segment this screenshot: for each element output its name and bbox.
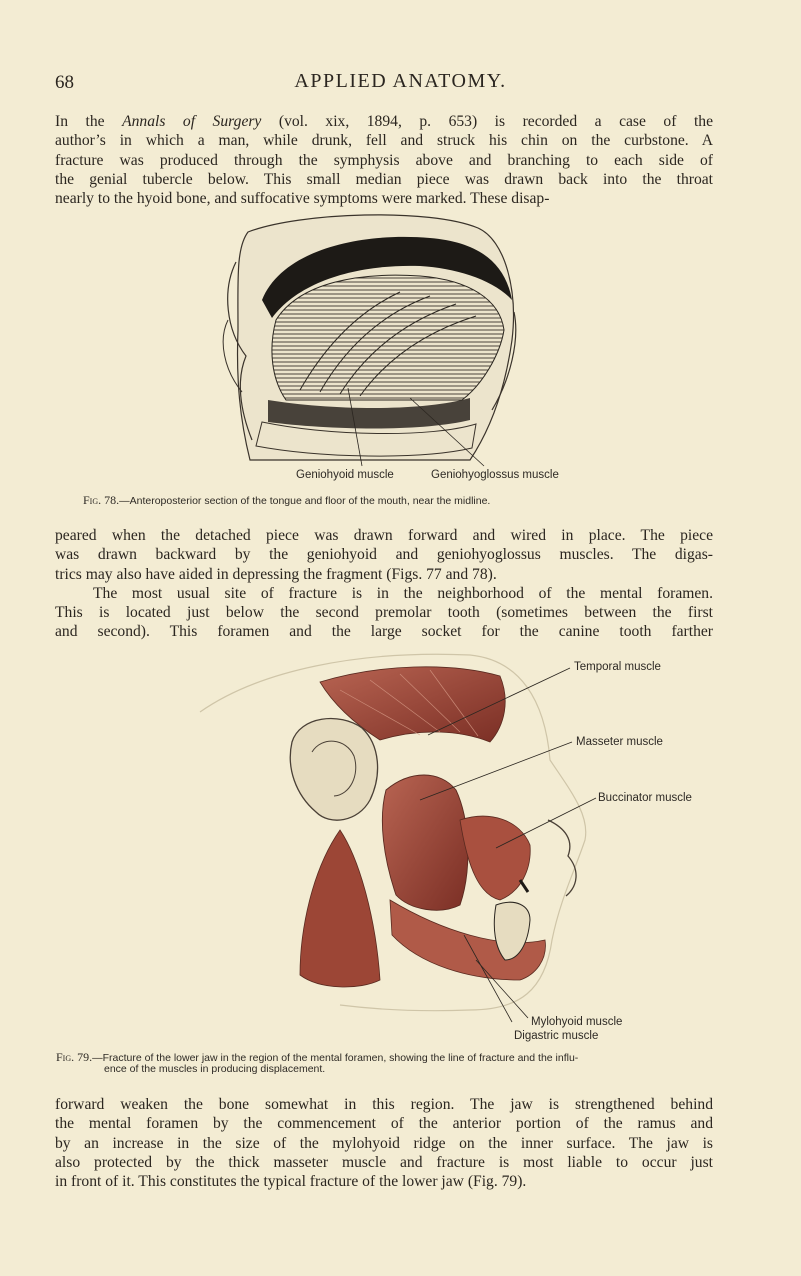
label-digastric: Digastric muscle <box>514 1030 599 1042</box>
para1-line-1: author’s in which a man, while drunk, fell and struck his chin on the curbstone. A <box>55 132 713 150</box>
para1-line-4: nearly to the hyoid bone, and suffocative symptoms were marked. These disap- <box>55 190 550 208</box>
para2-line-3: The most usual site of fracture is in the neighborhood of the mental foramen. <box>93 584 713 602</box>
para3-line-1: the mental foramen by the commencement of the anterior portion of the ramus and <box>55 1115 713 1133</box>
figure-79-caption-line-2: ence of the muscles in producing displacement. <box>104 1063 326 1075</box>
para2-line-1: was drawn backward by the geniohyoid and geniohyoglossus muscles. The digas- <box>55 546 713 564</box>
para1-line-2: fracture was produced through the symphysis above and branching to each side of <box>55 151 713 169</box>
label-temporal: Temporal muscle <box>574 661 661 673</box>
para2-line-4: This is located just below the second premolar tooth (sometimes between the first <box>55 604 713 622</box>
para3-line-4: in front of it. This constitutes the typical fracture of the lower jaw (Fig. 79). <box>55 1173 527 1191</box>
label-geniohyoid: Geniohyoid muscle <box>296 469 394 481</box>
para1-line-3: the genial tubercle below. This small median piece was drawn back into the throat <box>55 170 713 188</box>
label-mylohyoid: Mylohyoid muscle <box>531 1016 623 1028</box>
para3-line-3: also protected by the thick masseter muscle and fracture is most liable to occur just <box>55 1153 713 1171</box>
page-number: 68 <box>55 72 74 93</box>
figure-78-caption: Fig. 78.—Anteroposterior section of the tongue and floor of the mouth, near the midline. <box>83 493 491 507</box>
para2-line-0: peared when the detached piece was drawn forward and wired in place. The piece <box>55 527 713 544</box>
para2-line-2: trics may also have aided in depressing the fragment (Figs. 77 and 78). <box>55 565 497 583</box>
para3-line-0: forward weaken the bone somewhat in this region. The jaw is strengthened behind <box>55 1096 713 1113</box>
paragraph-3 <box>55 1095 713 1191</box>
para2-line-5: and second). This foramen and the large socket for the canine tooth farther <box>55 623 713 641</box>
para3-line-2: by an increase in the size of the mylohyoid ridge on the inner surface. The jaw is <box>55 1134 713 1152</box>
label-masseter: Masseter muscle <box>576 736 663 748</box>
figure-79-caption-line-1: Fig. 79.—Fracture of the lower jaw in the region of the mental foramen, showing the line of fracture and the influ- <box>56 1050 579 1064</box>
label-geniohyoglossus: Geniohyoglossus muscle <box>431 469 559 481</box>
label-buccinator: Buccinator muscle <box>598 792 692 804</box>
para1-line-0: In the Annals of Surgery (vol. xix, 1894, p. 653) is recorded a case of the <box>55 113 713 130</box>
running-title: APPLIED ANATOMY. <box>294 70 507 92</box>
